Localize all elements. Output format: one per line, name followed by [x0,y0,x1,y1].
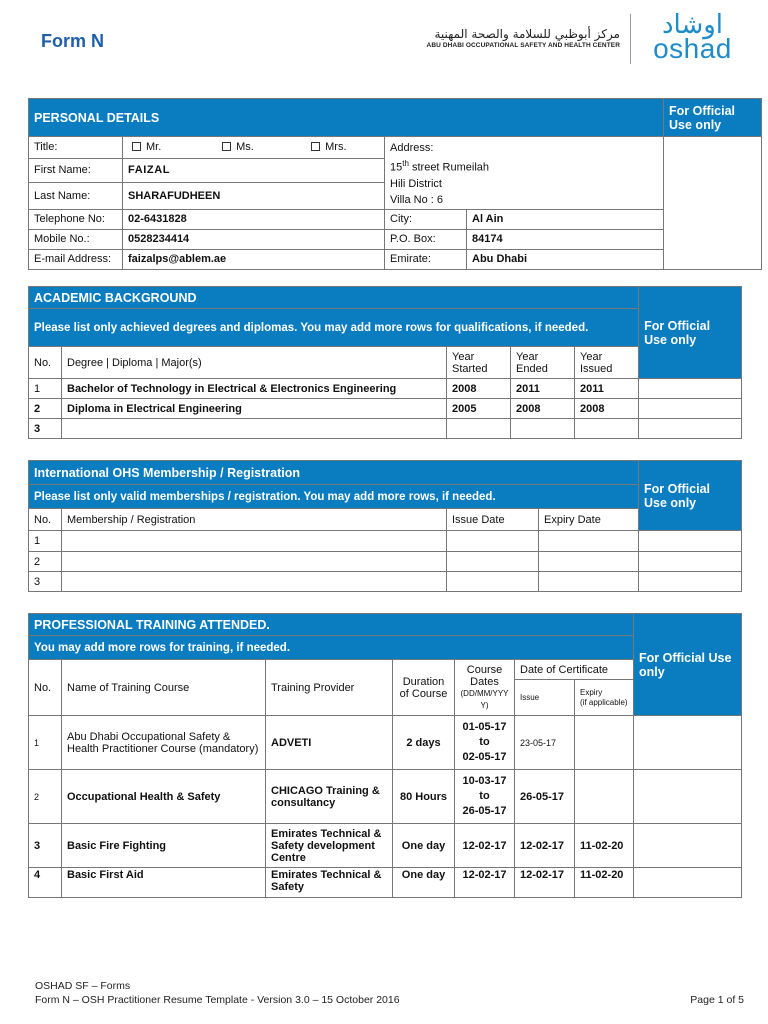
expiry-cell[interactable] [575,716,634,770]
official-cell [634,824,742,868]
membership-cell[interactable] [62,572,447,592]
expiry-date-cell[interactable] [539,572,639,592]
expiry-cell[interactable]: 11-02-20 [575,824,634,868]
col-issue-date: Issue Date [447,509,539,531]
academic-heading: ACADEMIC BACKGROUND [29,287,639,309]
emirate-value[interactable]: Abu Dhabi [467,249,664,269]
row-no: 2 [29,552,62,572]
personal-details-table [28,98,762,270]
oshad-logo: oshad [653,33,732,64]
provider-cell[interactable]: ADVETI [266,716,393,770]
issue-cell[interactable]: 23-05-17 [515,716,575,770]
row-no: 3 [29,419,62,439]
expiry-cell[interactable] [575,770,634,824]
course-dates-cell[interactable]: 12-02-17 [455,868,515,898]
issue-date-cell[interactable] [447,572,539,592]
first-name-label: First Name: [29,158,123,182]
address-line-2: Hili District [390,177,442,190]
mobile-label: Mobile No.: [29,229,123,249]
city-value[interactable]: Al Ain [467,209,664,229]
personal-details-heading: PERSONAL DETAILS [29,99,664,137]
table-row [29,399,742,419]
col-expiry: Expiry (if applicable) [575,680,634,716]
row-no: 4 [29,868,62,898]
first-name-value[interactable]: FAIZAL [123,158,385,182]
academic-note: Please list only achieved degrees and diplomas. You may add more rows for qualifications, if needed. [29,309,639,347]
training-table [28,613,742,898]
provider-cell[interactable]: Emirates Technical & Safety development Centre [266,824,393,868]
degree-cell[interactable]: Bachelor of Technology in Electrical & Electronics Engineering [62,379,447,399]
duration-cell[interactable]: 2 days [393,716,455,770]
row-no: 1 [29,531,62,552]
org-name-arabic: مركز أبوظبي للسلامة والصحة المهنية [434,27,620,41]
official-use-label: For Official Use only [639,287,742,379]
provider-cell[interactable]: CHICAGO Training & consultancy [266,770,393,824]
official-cell [639,552,742,572]
row-no: 3 [29,572,62,592]
page-number: Page 1 of 5 [690,994,744,1006]
membership-cell[interactable] [62,531,447,552]
issue-date-cell[interactable] [447,552,539,572]
oshad-logo-arabic: اوشاد [661,10,724,40]
address-line-1: 15th street Rumeilah [390,159,490,174]
col-no: No. [29,660,62,716]
pobox-value[interactable]: 84174 [467,229,664,249]
col-no: No. [29,509,62,531]
emirate-label: Emirate: [385,249,467,269]
duration-cell[interactable]: One day [393,868,455,898]
membership-cell[interactable] [62,552,447,572]
col-date-of-certificate: Date of Certificate [515,660,634,680]
degree-cell[interactable]: Diploma in Electrical Engineering [62,399,447,419]
address-label: Address: [390,142,434,154]
official-cell [639,531,742,552]
col-course: Name of Training Course [62,660,266,716]
year-started-cell[interactable] [447,419,511,439]
last-name-label: Last Name: [29,182,123,209]
table-row [29,572,742,592]
table-row [29,868,742,898]
org-name-english: ABU DHABI OCCUPATIONAL SAFETY AND HEALTH CENTER [426,42,620,49]
membership-heading: International OHS Membership / Registration [29,461,639,485]
col-membership: Membership / Registration [62,509,447,531]
training-heading: PROFESSIONAL TRAINING ATTENDED. [29,614,634,636]
official-cell [634,770,742,824]
degree-cell[interactable] [62,419,447,439]
official-use-cell [664,137,762,270]
official-cell [639,379,742,399]
footer-line-2: Form N – OSH Practitioner Resume Template - Version 3.0 – 15 October 2016 [35,994,400,1006]
checkbox-icon[interactable] [222,142,231,151]
course-cell[interactable]: Basic First Aid [62,868,266,898]
email-label: E-mail Address: [29,249,123,269]
membership-table [28,460,742,592]
academic-background-table [28,286,742,439]
title-label: Title: [29,137,123,159]
year-ended-cell[interactable]: 2008 [511,399,575,419]
title-options [123,137,385,159]
logo-divider [630,14,631,64]
col-year-ended: Year Ended [511,347,575,379]
title-option-mr[interactable]: Mr. [132,141,219,153]
email-value[interactable]: faizalps@ablem.ae [123,249,385,269]
address-cell[interactable] [385,137,664,210]
telephone-value[interactable]: 02-6431828 [123,209,385,229]
course-cell[interactable]: Basic Fire Fighting [62,824,266,868]
footer-line-1: OSHAD SF – Forms [35,980,131,992]
duration-cell[interactable]: One day [393,824,455,868]
provider-cell[interactable]: Emirates Technical & Safety [266,868,393,898]
year-ended-cell[interactable] [511,419,575,439]
year-started-cell[interactable]: 2005 [447,399,511,419]
col-year-started: Year Started [447,347,511,379]
telephone-label: Telephone No: [29,209,123,229]
row-no: 2 [29,399,62,419]
year-ended-cell[interactable]: 2011 [511,379,575,399]
table-row [29,552,742,572]
issue-cell[interactable]: 12-02-17 [515,824,575,868]
table-row [29,824,742,868]
address-line-3: Villa No : 6 [390,193,443,206]
row-no: 1 [29,379,62,399]
official-use-label: For Official Use only [664,99,762,137]
official-cell [634,868,742,898]
duration-cell[interactable]: 80 Hours [393,770,455,824]
mobile-value[interactable]: 0528234414 [123,229,385,249]
col-degree: Degree | Diploma | Major(s) [62,347,447,379]
official-use-label: For Official Use only [634,614,742,716]
checkbox-icon[interactable] [132,142,141,151]
table-row [29,379,742,399]
form-title: Form N [41,31,104,51]
official-use-label: For Official Use only [639,461,742,531]
course-dates-cell[interactable]: 01-05-17 to 02-05-17 [455,716,515,770]
official-cell [634,716,742,770]
table-row [29,716,742,770]
title-option-mrs[interactable]: Mrs. [311,141,346,153]
col-issue: Issue [515,680,575,716]
title-option-ms[interactable]: Ms. [222,141,308,153]
course-cell[interactable]: Occupational Health & Safety [62,770,266,824]
course-cell[interactable]: Abu Dhabi Occupational Safety & Health Practitioner Course (mandatory) [62,716,266,770]
official-cell [639,419,742,439]
year-issued-cell[interactable] [575,419,639,439]
year-issued-cell[interactable]: 2011 [575,379,639,399]
course-dates-cell[interactable]: 10-03-17 to 26-05-17 [455,770,515,824]
membership-note: Please list only valid memberships / registration. You may add more rows, if needed. [29,485,639,509]
year-started-cell[interactable]: 2008 [447,379,511,399]
col-provider: Training Provider [266,660,393,716]
official-cell [639,399,742,419]
course-dates-cell[interactable]: 12-02-17 [455,824,515,868]
expiry-date-cell[interactable] [539,531,639,552]
col-course-dates: Course Dates (DD/MM/YYYY) [455,660,515,716]
official-cell [639,572,742,592]
table-row [29,770,742,824]
checkbox-icon[interactable] [311,142,320,151]
last-name-value[interactable]: SHARAFUDHEEN [123,182,385,209]
table-row [29,531,742,552]
row-no: 2 [29,770,62,824]
row-no: 1 [29,716,62,770]
issue-cell[interactable]: 26-05-17 [515,770,575,824]
col-no: No. [29,347,62,379]
issue-cell[interactable]: 12-02-17 [515,868,575,898]
col-duration: Duration of Course [393,660,455,716]
pobox-label: P.O. Box: [385,229,467,249]
training-note: You may add more rows for training, if needed. [29,636,634,660]
issue-date-cell[interactable] [447,531,539,552]
table-row [29,419,742,439]
row-no: 3 [29,824,62,868]
city-label: City: [385,209,467,229]
col-expiry-date: Expiry Date [539,509,639,531]
year-issued-cell[interactable]: 2008 [575,399,639,419]
expiry-cell[interactable]: 11-02-20 [575,868,634,898]
col-year-issued: Year Issued [575,347,639,379]
expiry-date-cell[interactable] [539,552,639,572]
